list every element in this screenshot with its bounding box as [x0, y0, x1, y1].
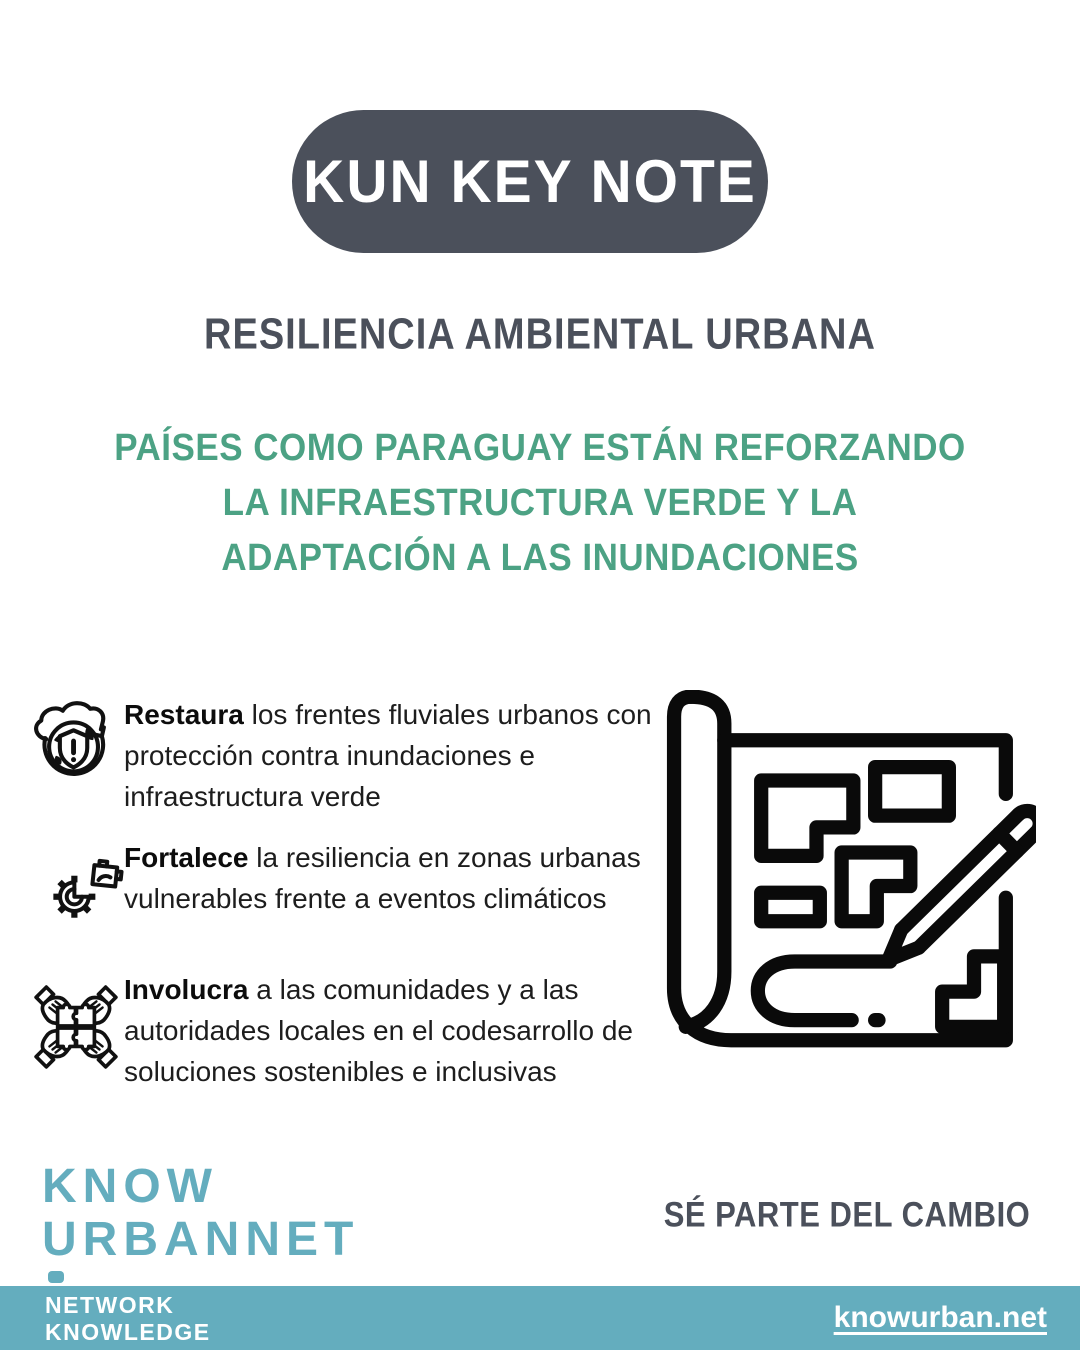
subtitle — [0, 420, 1080, 585]
globe-alert-recycle-icon — [28, 700, 123, 788]
logo-line-urbannet: URBANNET — [42, 1213, 360, 1266]
bullet-lead: Involucra — [124, 974, 249, 1005]
know-urban-net-logo — [42, 1160, 359, 1266]
bullet-involucra — [124, 969, 694, 1092]
website-link[interactable]: knowurban.net — [833, 1301, 1047, 1334]
logo-dot — [48, 1271, 64, 1283]
bullet-lead: Fortalece — [124, 842, 249, 873]
keynote-badge — [292, 110, 768, 253]
bullet-restaura — [124, 694, 694, 817]
logo-line-know: KNOW — [42, 1160, 218, 1213]
subtitle-line: PAÍSES COMO PARAGUAY ESTÁN REFORZANDO — [114, 426, 966, 469]
bullet-body: a las comunidades y a las autoridades locales en el codesarrollo de soluciones sostenibles e inclusivas — [124, 974, 633, 1087]
hands-puzzle-icon — [30, 981, 122, 1073]
bullet-body: la resiliencia en zonas urbanas vulnerables frente a eventos climáticos — [124, 842, 641, 914]
footer-line-knowledge: KNOWLEDGE — [45, 1319, 211, 1345]
bullet-fortalece — [124, 837, 694, 919]
subtitle-line: ADAPTACIÓN A LAS INUNDACIONES — [221, 536, 859, 579]
footer-line-network: NETWORK — [45, 1292, 175, 1318]
bullet-body: los frentes fluviales urbanos con protección contra inundaciones e infraestructura verde — [124, 699, 652, 812]
subtitle-line: LA INFRAESTRUCTURA VERDE Y LA — [222, 481, 858, 524]
footer-bar — [0, 1286, 1080, 1350]
bullet-lead: Restaura — [124, 699, 244, 730]
footer-network-knowledge — [45, 1292, 211, 1346]
keynote-badge-label: KUN KEY NOTE — [303, 147, 757, 216]
page-title: RESILIENCIA AMBIENTAL URBANA — [204, 310, 876, 360]
cta-text: SÉ PARTE DEL CAMBIO — [663, 1194, 1031, 1235]
gear-chart-icon — [40, 852, 124, 930]
urban-plan-pencil-icon — [664, 690, 1036, 1062]
